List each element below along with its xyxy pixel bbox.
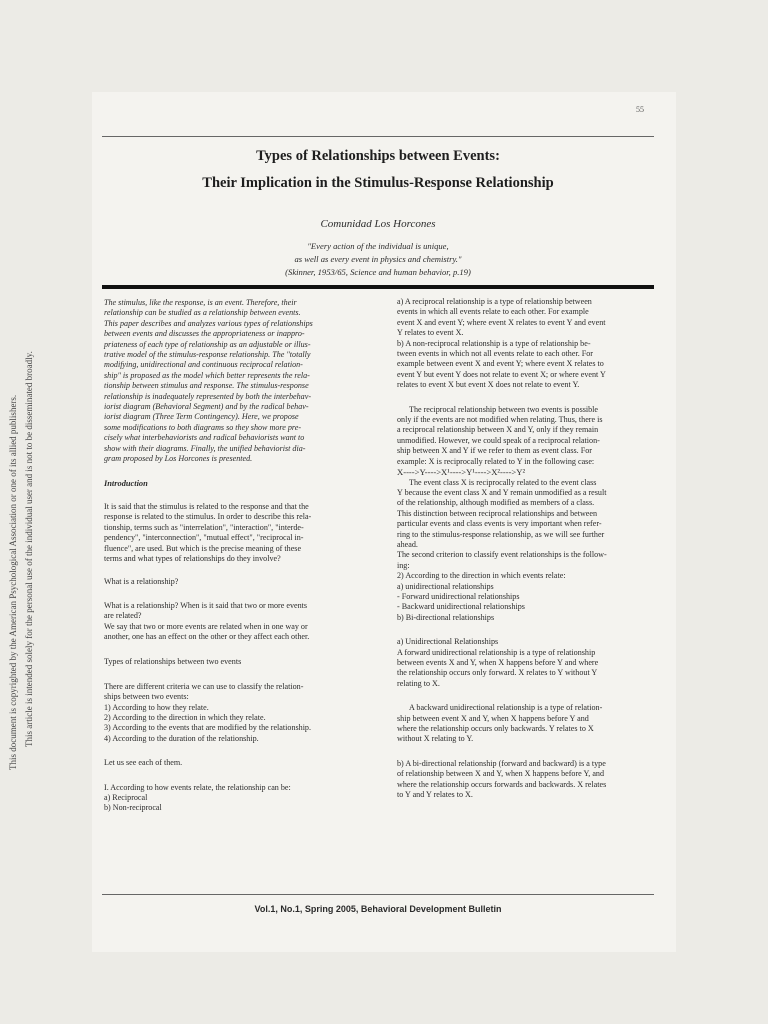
text-line: We say that two or more events are related when in one way or	[104, 621, 308, 631]
criterion-one-paragraph	[104, 783, 362, 814]
text-line: The reciprocal relationship between two events is possible	[409, 404, 599, 414]
abstract-line: iorist diagram (Three Term Contingency). Here, we propose	[104, 412, 299, 422]
right-column	[397, 297, 653, 800]
text-line: a) Unidirectional Relationships	[397, 637, 499, 647]
list-item: - Backward unidirectional relationships	[397, 602, 525, 612]
text-line: Y because the event class X and Y remain unmodified as a result	[397, 487, 607, 497]
page-number: 55	[636, 105, 644, 114]
text-line: between events X and Y, when X happens before Y and where	[397, 658, 599, 667]
left-column	[104, 298, 362, 814]
author: Comunidad Los Horcones	[320, 218, 436, 230]
text-line: tionship, terms such as "interrelation", "interaction", "interde-	[104, 522, 304, 532]
text-line: only if the events are not modified when relating. Thus, there is	[397, 415, 603, 425]
abstract-line: cisely what interbehaviorists and radical behaviorists want to	[104, 433, 305, 443]
relationship-paragraph	[104, 601, 362, 643]
text-line: pendency", "interconnection", "mutual effect", "reciprocal in-	[104, 533, 304, 543]
text-line: are related?	[104, 611, 142, 621]
text-line: b) A non-reciprocal relationship is a type of relationship be-	[397, 338, 591, 348]
reciprocal-paragraph	[397, 405, 653, 467]
text-line: events in which all events relate to each other. For example	[397, 307, 589, 317]
backward-paragraph	[397, 703, 653, 745]
subheading-what-is-relationship: What is a relationship?	[104, 577, 179, 587]
list-item: a) Reciprocal	[104, 793, 148, 803]
text-line: ahead.	[397, 539, 418, 549]
abstract-line: priateness of each type of relationship as an adjustable or illus-	[104, 339, 311, 349]
text-line: example: X is reciprocally related to Y in the following case:	[397, 456, 595, 466]
text-line: to Y and Y relates to X.	[397, 790, 473, 800]
text-line: ship between event X and Y, when X happens before Y and	[397, 713, 589, 723]
article-title-line-2: Their Implication in the Stimulus-Response Relationship	[202, 175, 554, 191]
abstract-line: show with their diagrams. Finally, the unified behaviorist dia-	[104, 443, 306, 453]
text-line: ships between two events:	[104, 692, 189, 702]
abstract	[104, 298, 362, 465]
epigraph-line: as well as every event in physics and chemistry."	[294, 254, 462, 264]
epigraph-line: "Every action of the individual is unique,	[307, 241, 449, 251]
list-item: a) unidirectional relationships	[397, 581, 494, 591]
section-heading-introduction: Introduction	[104, 478, 148, 488]
text-line: fluence", are used. But which is the precise meaning of these	[104, 543, 302, 553]
text-line: Y relates to event X.	[397, 328, 464, 338]
text-line: I. According to how events relate, the relationship can be:	[104, 782, 291, 792]
abstract-line: gram proposed by Los Horcones is presented.	[104, 454, 253, 464]
text-line: the relationship occurs only forward. X relates to Y without Y	[397, 668, 598, 678]
text-line: relating to X.	[397, 678, 440, 688]
list-item: - Forward unidirectional relationships	[397, 591, 520, 601]
text-line: A backward unidirectional relationship is a type of relation-	[409, 703, 603, 713]
text-line: event Y but event Y does not relate to event X; or where event Y	[397, 369, 606, 379]
abstract-line: some modifications to both diagrams so they show more pre-	[104, 422, 302, 432]
text-line: The event class X is reciprocally related to the event class	[409, 477, 597, 487]
bottom-rule	[102, 894, 654, 895]
text-line: response is related to the stimulus. In order to describe this rela-	[104, 512, 312, 522]
abstract-line: relationship is inadequately represented by both the interbehav-	[104, 391, 312, 401]
subheading-types: Types of relationships between two events	[104, 657, 242, 667]
text-line: where the relationship occurs forwards and backwards. X relates	[397, 779, 607, 789]
text-line: particular events and class events is very important when refer-	[397, 519, 602, 529]
text-line: event X and event Y; where event X relates to event Y and event	[397, 317, 606, 327]
top-rule	[102, 136, 654, 137]
text-line: a) A reciprocal relationship is a type of relationship between	[397, 297, 592, 306]
unidirectional-paragraph	[397, 637, 653, 689]
text-line: This distinction between reciprocal relationships and between	[397, 508, 598, 518]
definitions-paragraph	[397, 297, 653, 391]
abstract-line: This paper describes and analyzes various types of relationships	[104, 318, 313, 328]
list-item: 2) According to the direction in which they relate.	[104, 713, 266, 722]
usage-notice: This article is intended solely for the personal use of the individual user and is not to be disseminated broadly.	[24, 351, 34, 747]
text-line: tween events in which not all events relate to each other. For	[397, 349, 593, 359]
text-line: 2) According to the direction in which events relate:	[397, 571, 566, 581]
list-item: b) Bi-directional relationships	[397, 612, 495, 622]
epigraph	[102, 240, 654, 279]
text-line: without X relating to Y.	[397, 734, 474, 744]
abstract-line: between events and discusses the appropriateness or inappro-	[104, 329, 305, 339]
text-line: relates to event X but event X does not relate to event Y.	[397, 380, 580, 390]
text-line: of the relationship, although modified as members of a class.	[397, 498, 595, 508]
text-line: example between event X and event Y; where event X relates to	[397, 359, 604, 369]
abstract-line: ship" is proposed as the model which better represents the rela-	[104, 370, 310, 380]
text-line: There are different criteria we can use to classify the relation-	[104, 681, 304, 691]
article-title-line-1: Types of Relationships between Events:	[256, 148, 500, 164]
thick-rule	[102, 285, 654, 289]
list-item: 4) According to the duration of the relationship.	[104, 733, 259, 743]
epigraph-citation: (Skinner, 1953/65, Science and human behavior, p.19)	[285, 267, 471, 277]
abstract-line: tionship between stimulus and response. The stimulus-response	[104, 381, 309, 391]
see-each-line: Let us see each of them.	[104, 758, 183, 768]
text-line: terms and what types of relationships do they involve?	[104, 553, 281, 563]
text-line: a reciprocal relationship between X and Y, only if they remain	[397, 425, 599, 435]
text-line: It is said that the stimulus is related to the response and that the	[104, 501, 309, 511]
text-line: ring to the stimulus-response relationship, as we will see further	[397, 529, 605, 539]
text-line: The second criterion to classify event relationships is the follow-	[397, 550, 607, 560]
event-class-formula: X---->Y---->X¹---->Y¹---->X²---->Y²	[397, 467, 526, 478]
list-item: 3) According to the events that are modified by the relationship.	[104, 723, 312, 733]
journal-footer: Vol.1, No.1, Spring 2005, Behavioral Development Bulletin	[254, 904, 502, 914]
copyright-notice: This document is copyrighted by the American Psychological Association or one of its allied publishers.	[8, 394, 18, 770]
event-class-paragraph	[397, 478, 653, 551]
second-criterion-paragraph	[397, 550, 653, 623]
text-line: where the relationship occurs only backwards. Y relates to X	[397, 724, 594, 734]
list-item: 1) According to how they relate.	[104, 702, 209, 712]
text-line: b) A bi-directional relationship (forward and backward) is a type	[397, 758, 606, 768]
abstract-line: trative model of the stimulus-response relationship. The "totally	[104, 350, 311, 360]
text-line: ing:	[397, 560, 410, 570]
abstract-line: The stimulus, like the response, is an event. Therefore, their	[104, 298, 297, 307]
text-line: What is a relationship? When is it said that two or more events	[104, 600, 308, 610]
criteria-paragraph	[104, 682, 362, 744]
abstract-line: modifying, unidirectional and continuous reciprocal relation-	[104, 360, 303, 370]
text-line: another, one has an effect on the other or they affect each other.	[104, 631, 310, 641]
abstract-line: relationship can be studied as a relationship between events.	[104, 308, 301, 318]
list-item: b) Non-reciprocal	[104, 803, 162, 813]
bidirectional-paragraph	[397, 759, 653, 801]
introduction-paragraph	[104, 502, 362, 564]
text-line: unmodified. However, we could speak of a reciprocal relation-	[397, 435, 600, 445]
text-line: A forward unidirectional relationship is a type of relationship	[397, 647, 596, 657]
abstract-line: iorist diagram (Behavioral Segment) and by the radical behav-	[104, 402, 309, 412]
text-line: ship between X and Y if we refer to them as event class. For	[397, 446, 592, 456]
text-line: of relationship between X and Y, when X happens before Y, and	[397, 769, 605, 779]
